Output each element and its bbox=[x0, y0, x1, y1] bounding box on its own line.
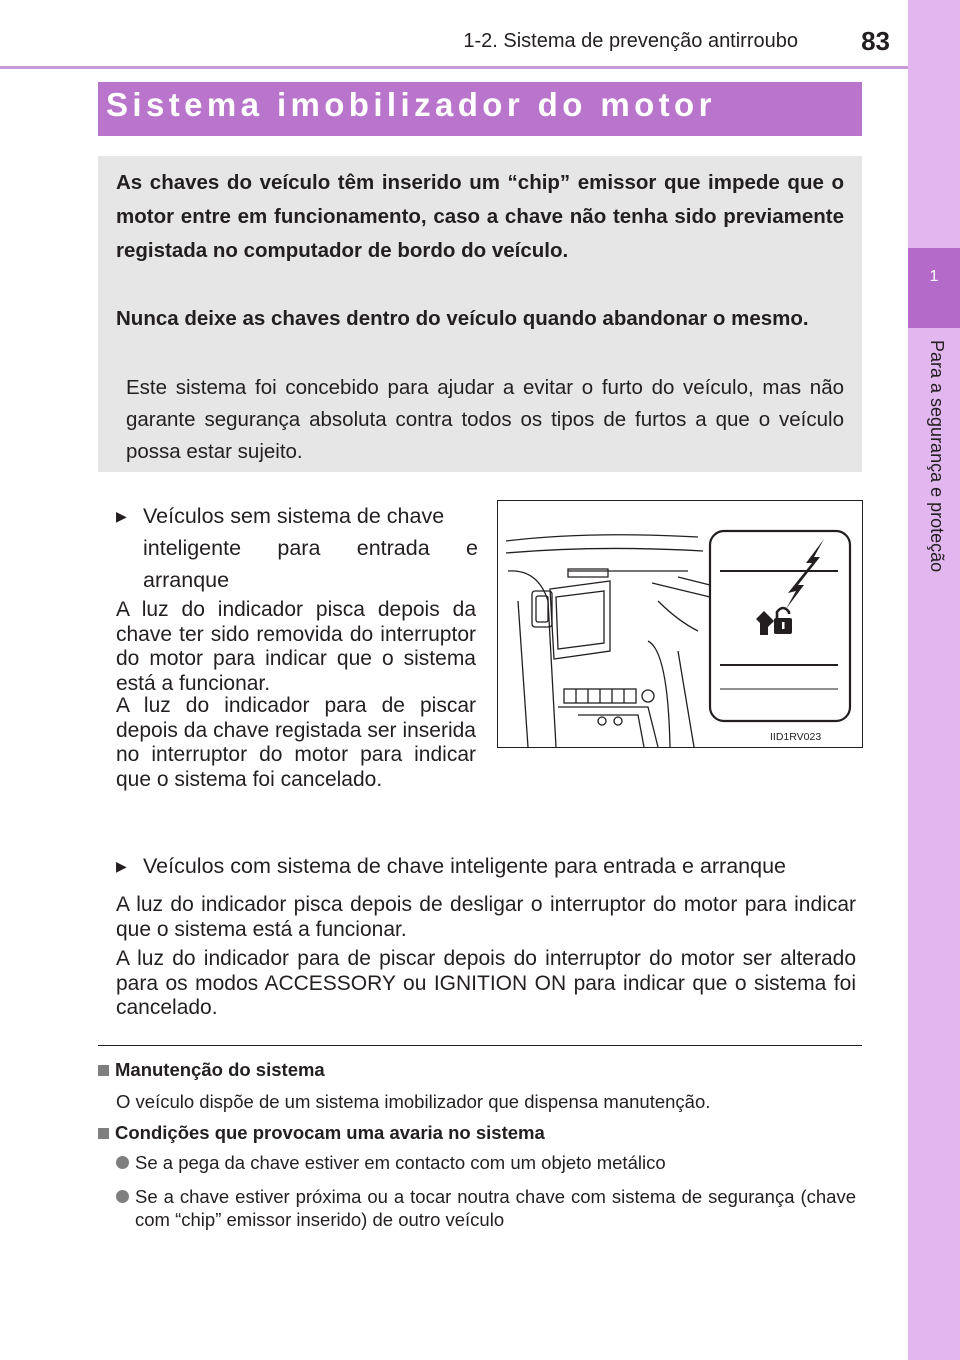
notes-divider bbox=[98, 1045, 862, 1046]
dashboard-drawing bbox=[498, 501, 862, 747]
square-bullet-icon bbox=[98, 1065, 109, 1076]
section-header: 1-2. Sistema de prevenção antirroubo bbox=[463, 30, 798, 52]
fault-list-item: Se a chave estiver próxima ou a tocar noutra chave com sistema de segurança (chave com “chip” emissor inserido) de outro veículo bbox=[116, 1185, 856, 1231]
square-bullet-icon bbox=[98, 1128, 109, 1139]
triangle-bullet-icon: ▶ bbox=[116, 507, 127, 524]
section-a-heading: ▶ Veículos sem sistema de chave inteligente para entrada e arranque bbox=[116, 503, 478, 592]
section-b-body-2: A luz do indicador para de piscar depois do interruptor do motor ser alterado para os modos ACCESSORY ou IGNITION ON para indicar que o sistema foi cancelado. bbox=[116, 947, 856, 1019]
page-number: 83 bbox=[861, 26, 890, 56]
intro-bold-2: Nunca deixe as chaves dentro do veículo quando abandonar o mesmo. bbox=[116, 307, 809, 330]
intro-note: Este sistema foi concebido para ajudar a evitar o furto do veículo, mas não garante segurança absoluta contra todos os tipos de furtos a que o veículo possa estar sujeito. bbox=[126, 376, 844, 463]
dashboard-illustration bbox=[497, 500, 863, 748]
section-b-body-1: A luz do indicador pisca depois de desligar o interruptor do motor para indicar que o sistema está a funcionar. bbox=[116, 893, 856, 941]
header-divider bbox=[0, 66, 908, 69]
illustration-code: IID1RV023 bbox=[770, 731, 822, 743]
chapter-number: 1 bbox=[929, 268, 939, 285]
page-title: Sistema imobilizador do motor bbox=[106, 86, 716, 123]
fault-note-heading: Condições que provocam uma avaria no sistema bbox=[98, 1122, 858, 1144]
round-bullet-icon bbox=[116, 1190, 129, 1203]
section-a-body-1: A luz do indicador pisca depois da chave ter sido removida do interruptor do motor para indicar que o sistema está a funcionar. bbox=[116, 598, 476, 695]
maintenance-note-text: O veículo dispõe de um sistema imobilizador que dispensa manutenção. bbox=[116, 1091, 711, 1112]
chapter-number-box bbox=[908, 248, 960, 328]
round-bullet-icon bbox=[116, 1156, 129, 1169]
chapter-title: Para a segurança e proteção bbox=[927, 340, 947, 573]
maintenance-note-heading: Manutenção do sistema bbox=[98, 1059, 858, 1081]
section-a-body-2: A luz do indicador para de piscar depois da chave registada ser inserida no interruptor do motor para indicar que o sistema foi cancelado. bbox=[116, 694, 476, 791]
intro-bold-1: As chaves do veículo têm inserido um “chip” emissor que impede que o motor entre em funcionamento, caso a chave não tenha sido previamente registada no computador de bordo do veículo. bbox=[116, 171, 844, 262]
section-b-heading: ▶ Veículos com sistema de chave inteligente para entrada e arranque bbox=[116, 853, 787, 878]
chapter-side-tab bbox=[908, 0, 960, 1360]
fault-list-item: Se a pega da chave estiver em contacto com um objeto metálico bbox=[116, 1151, 856, 1174]
triangle-bullet-icon: ▶ bbox=[116, 857, 127, 874]
